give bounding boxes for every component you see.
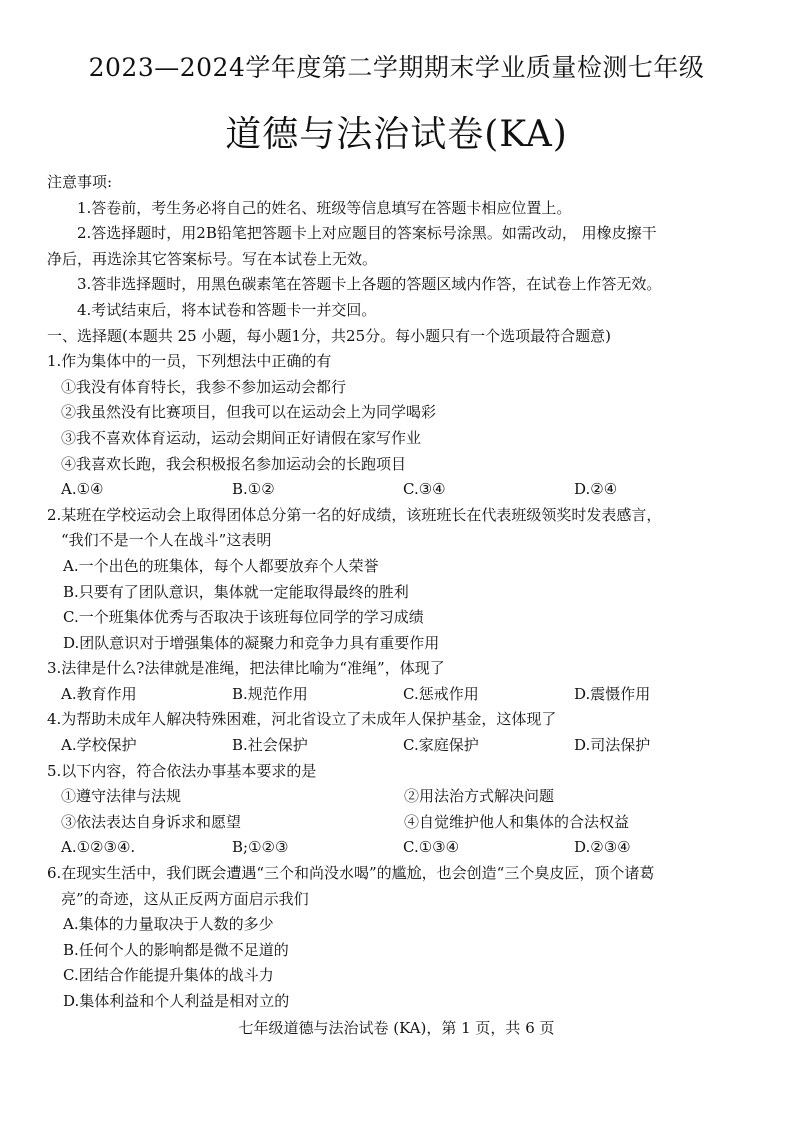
page-footer: 七年级道德与法治试卷 (KA)，第 1 页，共 6 页 bbox=[238, 1019, 555, 1037]
option-a: A.学校保护 bbox=[61, 736, 137, 755]
question-1-statement: ④我喜欢长跑，我会积极报名参加运动会的长跑项目 bbox=[61, 454, 407, 473]
option-c: C.①③④ bbox=[403, 838, 460, 857]
question-1-statement: ②我虽然没有比赛项目，但我可以在运动会上为同学喝彩 bbox=[61, 403, 437, 422]
question-6-stem: 6.在现实生活中，我们既会遭遇“三个和尚没水喝”的尴尬，也会创造“三个臭皮匠，顶个诸葛 bbox=[47, 864, 655, 883]
option-a: A.①④ bbox=[61, 480, 104, 499]
notes-heading: 注意事项: bbox=[47, 173, 113, 191]
note-item-2-cont: 净后，再选涂其它答案标号。写在本试卷上无效。 bbox=[47, 249, 378, 268]
option-d: D.②③④ bbox=[574, 838, 631, 857]
option-b: B.社会保护 bbox=[232, 736, 308, 755]
option-b: B.规范作用 bbox=[232, 684, 308, 703]
option-c: C.惩戒作用 bbox=[403, 684, 479, 703]
exam-subtitle: 道德与法治试卷(KA) bbox=[225, 114, 568, 155]
exam-content bbox=[47, 170, 747, 1015]
option-b: B.①② bbox=[232, 480, 275, 499]
option-c: C.③④ bbox=[403, 480, 446, 499]
question-1-statement: ①我没有体育特长，我参不参加运动会都行 bbox=[61, 377, 347, 396]
option-b: B.任何个人的影响都是微不足道的 bbox=[63, 940, 289, 959]
question-5-statement: ②用法治方式解决问题 bbox=[404, 787, 555, 806]
option-a: A.集体的力量取决于人数的多少 bbox=[63, 915, 274, 934]
option-d: D.震慑作用 bbox=[574, 684, 651, 703]
question-5-statement: ③依法表达自身诉求和愿望 bbox=[61, 812, 242, 831]
option-c: C.一个班集体优秀与否取决于该班每位同学的学习成绩 bbox=[63, 608, 424, 627]
question-5-stem: 5.以下内容，符合依法办事基本要求的是 bbox=[47, 761, 317, 780]
option-a: A.教育作用 bbox=[61, 684, 137, 703]
question-5-statements-row bbox=[47, 784, 747, 810]
note-item-2: 2.答选择题时，用2B铅笔把答题卡上对应题目的答案标号涂黑。如需改动， 用橡皮擦干 bbox=[77, 224, 657, 243]
option-d: D.司法保护 bbox=[574, 736, 651, 755]
option-a: A.①②③④. bbox=[61, 838, 136, 857]
question-3-stem: 3.法律是什么?法律就是准绳，把法律比喻为“准绳”，体现了 bbox=[47, 659, 445, 678]
question-5-statement: ①遵守法律与法规 bbox=[61, 787, 182, 806]
note-item-4: 4.考试结束后，将本试卷和答题卡一并交回。 bbox=[77, 300, 377, 319]
question-6-stem-cont: 亮”的奇迹，这从正反两方面启示我们 bbox=[61, 889, 309, 908]
question-3-options bbox=[47, 682, 747, 708]
section-heading: 一、选择题(本题共 25 小题，每小题1分，共25分。每小题只有一个选项最符合题意) bbox=[47, 326, 611, 345]
note-item-3: 3.答非选择题时，用黑色碳素笔在答题卡上各题的答题区域内作答，在试卷上作答无效。 bbox=[77, 275, 662, 294]
question-2-stem-cont: “我们不是一个人在战斗”这表明 bbox=[61, 531, 272, 550]
note-item-1: 1.答卷前，考生务必将自己的姓名、班级等信息填写在答题卡相应位置上。 bbox=[77, 198, 572, 217]
option-a: A.一个出色的班集体，每个人都要放弃个人荣誉 bbox=[63, 556, 379, 575]
question-2-stem: 2.某班在学校运动会上取得团体总分第一名的好成绩，该班班长在代表班级领奖时发表感言， bbox=[47, 505, 662, 524]
option-d: D.团队意识对于增强集体的凝聚力和竞争力具有重要作用 bbox=[63, 633, 440, 652]
question-5-options bbox=[47, 835, 747, 861]
question-4-options bbox=[47, 733, 747, 759]
question-1-options bbox=[47, 477, 747, 503]
exam-title: 2023—2024学年度第二学期期末学业质量检测七年级 bbox=[88, 53, 705, 82]
question-1-stem: 1.作为集体中的一员，下列想法中正确的有 bbox=[47, 352, 332, 371]
question-1-statement: ③我不喜欢体育运动，运动会期间正好请假在家写作业 bbox=[61, 428, 422, 447]
option-b: B;①②③ bbox=[232, 838, 289, 857]
option-b: B.只要有了团队意识，集体就一定能取得最终的胜利 bbox=[63, 582, 409, 601]
option-c: C.团结合作能提升集体的战斗力 bbox=[63, 966, 274, 985]
option-c: C.家庭保护 bbox=[403, 736, 479, 755]
option-d: D.集体利益和个人利益是相对立的 bbox=[63, 992, 290, 1010]
option-d: D.②④ bbox=[574, 480, 618, 499]
question-4-stem: 4.为帮助未成年人解决特殊困难，河北省设立了未成年人保护基金，这体现了 bbox=[47, 710, 557, 729]
question-5-statement: ④自觉维护他人和集体的合法权益 bbox=[404, 812, 630, 831]
question-5-statements-row bbox=[47, 810, 747, 836]
